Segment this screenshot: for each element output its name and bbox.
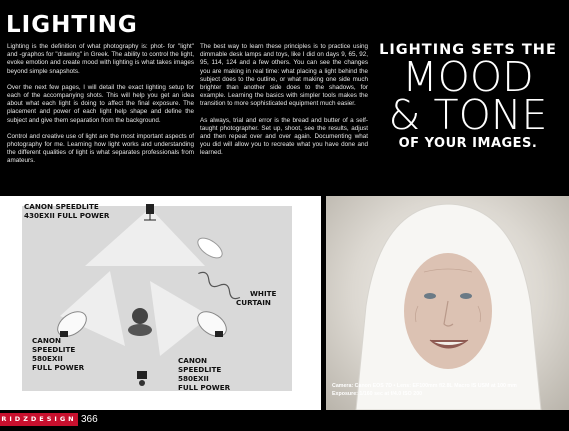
page-number: 366 [81, 414, 98, 425]
paragraph: Control and creative use of light are the most important aspects of photography for me. Learning how light works and understanding the different qualities of light is what separates professionals from amateurs. [7, 132, 194, 165]
body-column-left [7, 43, 194, 174]
pull-quote-tone: & TONE [388, 91, 548, 139]
label-left-line2: SPEEDLITE [32, 345, 76, 354]
lighting-diagram [0, 196, 321, 410]
label-right-line4: FULL POWER [178, 383, 231, 392]
page-title: LIGHTING [6, 12, 138, 38]
label-right-line2: SPEEDLITE [178, 365, 222, 374]
photo-caption [332, 382, 517, 398]
brand-logo: RIDZDESIGN [0, 413, 78, 426]
right-eye [460, 293, 472, 299]
portrait-photo [326, 196, 569, 410]
label-curtain-line1: WHITE [250, 289, 277, 298]
label-curtain-line2: CURTAIN [236, 298, 271, 307]
body-column-right [200, 43, 368, 166]
label-left-line1: CANON [32, 336, 61, 345]
label-top-line1: CANON SPEEDLITE [24, 202, 99, 211]
caption-camera: Camera: Canon EOS 7D • Lens: EF100mm f/2.8L Macro IS USM at 100 mm [332, 383, 517, 389]
pull-quote-line1: LIGHTING SETS THE [379, 42, 557, 58]
paragraph: Over the next few pages, I will detail the exact lighting setup for each of the accompanying shots. This will help you get an idea about what each light is doing to affect the final exposure. The placement and power of each light help shape and define the subject and give them separation from the background. [7, 83, 194, 124]
label-left-line3: 580EXII [32, 354, 63, 363]
paragraph: Lighting is the definition of what photography is: phot- for "light" and -graphos for "drawing" in Greek. The ability to control the light, evoke emotion and create mood with lighting is what takes images beyond simple snapshots. [7, 43, 194, 75]
portrait-illustration [326, 196, 569, 410]
caption-exposure: Exposure: 1/160 sec at f/4.0 ISO 200 [332, 391, 423, 397]
label-right-line3: 580EXII [178, 374, 209, 383]
label-top-line2: 430EXII FULL POWER [24, 211, 110, 220]
pull-quote-line4: OF YOUR IMAGES. [398, 136, 538, 151]
pull-quote-mood: MOOD [402, 53, 534, 101]
paragraph: The best way to learn these principles is to practice using dimmable desk lamps and toys, like I did on days 9, 65, 92, 95, 114, 124 and a few others. You can see the changes you are making in real time: what placing a light behind the subject does to the outline, or what making one side much brighter than another side does to the shadows, for example. Learning the basics with simpler tools makes the transition to more sophisticated equipment much easier. [200, 43, 368, 108]
lighting-diagram-svg [0, 196, 321, 410]
paragraph: As always, trial and error is the bread and butter of a self-taught photographer. Set up, shoot, see the results, adjust and then repeat over and over again. Documenting what you did will allow you to recreate what you have done and learned. [200, 116, 368, 157]
pull-quote [372, 42, 564, 151]
left-eye [424, 293, 436, 299]
label-right-line1: CANON [178, 356, 207, 365]
label-left-line4: FULL POWER [32, 363, 85, 372]
face [404, 253, 492, 369]
